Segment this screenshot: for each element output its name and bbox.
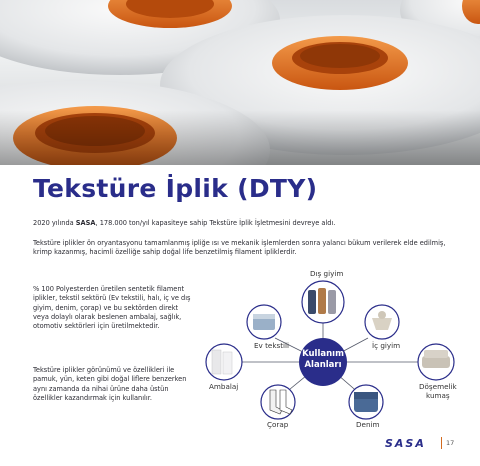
node-dosemelik xyxy=(418,344,454,380)
intro-suffix: , 178.000 ton/yıl kapasiteye sahip Tekstüre İplik İşletmesini devreye aldı. xyxy=(95,219,336,227)
yarn-bobbins-illustration xyxy=(0,0,480,165)
usage-paragraph: Tekstüre iplikler görünümü ve özellikleri ile pamuk, yün, keten gibi doğal liflere benzerken aynı zamanda da nihai ürüne daha üstün özellikler kazandırmak için kullanılır. xyxy=(33,366,187,402)
center-label-line1: Kullanım xyxy=(302,349,344,359)
page-number: 17 xyxy=(446,439,455,447)
node-ic-giyim xyxy=(365,305,399,339)
hero-photo-yarn-bobbins xyxy=(0,0,480,165)
usage-areas-diagram xyxy=(200,262,470,437)
center-label xyxy=(299,349,347,371)
intro-paragraph xyxy=(33,219,453,228)
page-title: Tekstüre İplik (DTY) xyxy=(33,174,318,203)
label-ic-giyim: İç giyim xyxy=(372,341,401,350)
label-ev-tekstili: Ev tekstili xyxy=(254,341,290,350)
label-ambalaj: Ambalaj xyxy=(209,382,239,391)
label-denim: Denim xyxy=(356,420,380,429)
label-corap: Çorap xyxy=(267,420,289,429)
intro-prefix: 2020 yılında xyxy=(33,219,76,227)
footer-divider xyxy=(441,437,442,449)
label-dosemelik: Döşemelik kumaş xyxy=(419,382,457,400)
production-paragraph: % 100 Polyesterden üretilen sentetik filament iplikler, tekstil sektörü (Ev tekstili, halı, iç ve dış giyim, denim, çorap) ve bu sektörden direkt veya dolaylı olarak beslenen ambalaj, sağlık, otomotiv sektörleri için üretilmektedir. xyxy=(33,285,191,331)
node-denim xyxy=(349,385,383,419)
node-dis-giyim xyxy=(302,281,344,323)
node-ambalaj xyxy=(206,344,242,380)
intro-brand: SASA xyxy=(75,219,96,227)
node-ev-tekstili xyxy=(247,305,281,339)
center-label-line2: Alanları xyxy=(304,360,342,370)
label-dis-giyim: Dış giyim xyxy=(310,269,344,278)
node-corap xyxy=(261,385,295,419)
definition-paragraph: Tekstüre iplikler ön oryantasyonu tamamlanmış ipliğe ısı ve mekanik işlemlerden sonra yalancı bükum verilerek elde edilmiş, krimp kazanmış, hacimli özelliğe sahip doğal life benzetilmiş filament ipliklerdir. xyxy=(33,239,446,256)
brand-logo: SASA xyxy=(385,437,426,450)
